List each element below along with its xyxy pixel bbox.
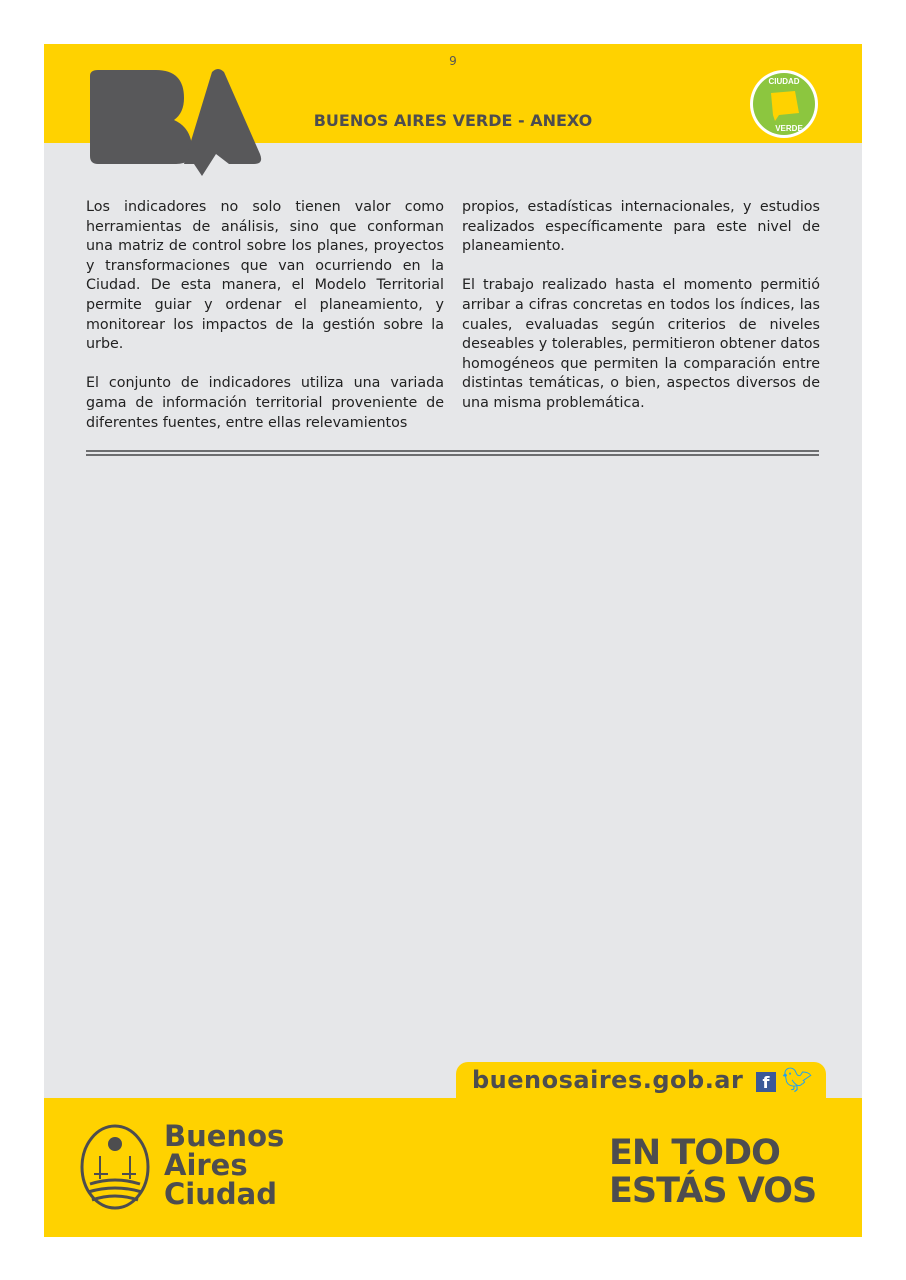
ba-logo-icon (84, 68, 264, 178)
logo-line: Aires (164, 1148, 248, 1182)
page-title: BUENOS AIRES VERDE - ANEXO (313, 111, 593, 130)
right-column (462, 198, 820, 433)
slogan-line: EN TODO (609, 1133, 780, 1173)
svg-text:VERDE: VERDE (775, 124, 803, 133)
section-divider (86, 450, 819, 456)
logo-line: Buenos (164, 1119, 285, 1153)
paragraph: propios, estadísticas internacionales, y estudios realizados específicamente para este nivel de planeamiento. (462, 199, 820, 255)
buenos-aires-ciudad-logo (164, 1119, 285, 1211)
slogan (609, 1134, 816, 1210)
left-column (86, 198, 444, 453)
svg-text:CIUDAD: CIUDAD (768, 77, 800, 86)
paragraph: El trabajo realizado hasta el momento permitió arribar a cifras concretas en todos los índices, las cuales, evaluadas según criterios de niveles deseables y tolerables, permitieron obtener datos homogéneos que permiten la comparación entre distintas temáticas, o bien, aspectos diversos de una misma problemática. (462, 277, 820, 411)
page-number: 9 (449, 54, 457, 68)
ciudad-verde-badge-icon (749, 69, 819, 139)
paragraph: Los indicadores no solo tienen valor como herramientas de análisis, sino que conforman una matriz de control sobre los planes, proyectos y transformaciones que van ocurriendo en la Ciudad. De esta manera, el Modelo Territorial permite guiar y ordenar el planeamiento, y monitorear los impactos de la gestión sobre la urbe. (86, 199, 444, 353)
twitter-icon[interactable]: 🐦︎ (782, 1066, 813, 1094)
city-seal-icon (80, 1124, 150, 1210)
slogan-line: ESTÁS VOS (609, 1171, 817, 1211)
facebook-icon[interactable]: f (756, 1072, 776, 1092)
logo-line: Ciudad (164, 1177, 277, 1211)
document-page (44, 44, 862, 1237)
website-link[interactable]: buenosaires.gob.ar (472, 1066, 744, 1094)
paragraph: El conjunto de indicadores utiliza una variada gama de información territorial proveniente de diferentes fuentes, entre ellas relevamientos (86, 375, 444, 431)
